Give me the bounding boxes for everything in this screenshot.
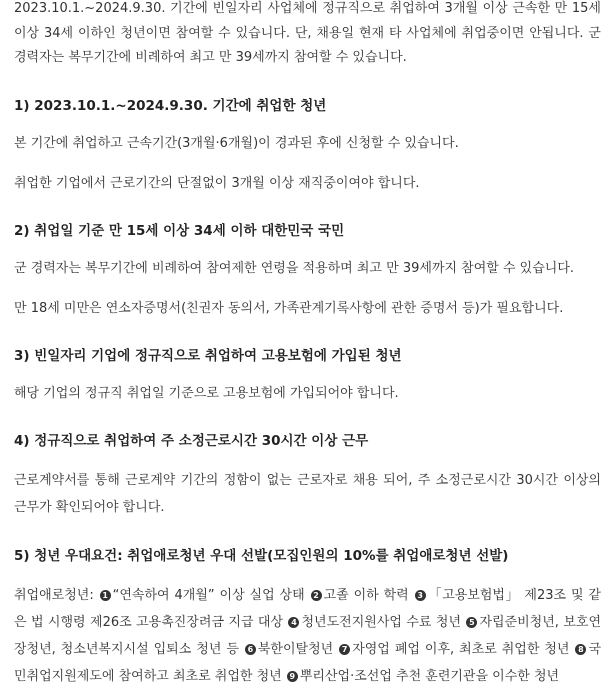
number-badge-6: 6 [245,644,256,655]
number-badge-3: 3 [415,590,426,601]
criteria-item-9: 뿌리산업·조선업 추천 훈련기관을 이수한 청년 [299,668,560,684]
number-badge-7: 7 [339,644,350,655]
intro-paragraph: 2023.10.1.~2024.9.30. 기간에 빈일자리 사업체에 정규직으로 취업하여 3개월 이상 근속한 만 15세 이상 34세 이하인 청년이면 참여할 수 있습니다. 단, 채용일 현재 타 사업체에 취업중이면 안됩니다. 군 경력자는 복무기간에 비례하여 최고 만 39세까지 참여할 수 있습니다. [14,1,601,65]
criteria-item-3: 「고용보험법」 제23조 및 같은 법 시행령 제26조 고용촉진장려금 지급 대상 [14,587,601,630]
criteria-item-4: 청년도전지원사업 수료 청년 [301,614,462,630]
section-2-paragraph-2: 만 18세 미만은 연소자증명서(친권자 동의서, 가족관계기록사항에 관한 증명서 등)가 필요합니다. [14,300,564,316]
criteria-item-7: 자영업 폐업 이후, 최초로 취업한 청년 [352,641,570,657]
criteria-item-1: “연속하여 4개월” 이상 실업 상태 [112,587,305,603]
section-1-paragraph-2: 취업한 기업에서 근로기간의 단절없이 3개월 이상 재직중이여야 합니다. [14,175,420,191]
criteria-lead: 취업애로청년: [14,587,94,603]
criteria-item-2: 고졸 이하 학력 [323,587,409,603]
section-3-paragraph-1: 해당 기업의 정규직 취업일 기준으로 고용보험에 가입되어야 합니다. [14,385,399,401]
section-2-heading: 2) 취업일 기준 만 15세 이상 34세 이하 대한민국 국민 [14,222,345,239]
number-badge-2: 2 [311,590,322,601]
criteria-item-5: 자립준비청년, 보호연장청년, 청소년복지시설 입퇴소 청년 등 [14,614,602,657]
section-5-heading: 5) 청년 우대요건: 취업애로청년 우대 선발(모집인원의 10%를 취업애로청년 선발) [14,547,509,564]
number-badge-8: 8 [575,644,586,655]
section-1-heading: 1) 2023.10.1.~2024.9.30. 기간에 취업한 청년 [14,97,327,114]
section-1-paragraph-1: 본 기간에 취업하고 근속기간(3개월·6개월)이 경과된 후에 신청할 수 있습니다. [14,135,459,151]
section-4-paragraph-1: 근로계약서를 통해 근로계약 기간의 정함이 없는 근로자로 채용 되어, 주 소정근로시간 30시간 이상의 근무가 확인되어야 합니다. [14,472,601,515]
section-4-heading: 4) 정규직으로 취업하여 주 소정근로시간 30시간 이상 근무 [14,432,369,449]
number-badge-1: 1 [100,590,111,601]
criteria-item-6: 북한이탈청년 [257,641,334,657]
criteria-paragraph [14,582,601,690]
criteria-item-8: 국민취업지원제도에 참여하고 최초로 취업한 청년 [14,641,602,684]
number-badge-5: 5 [466,617,477,628]
section-2-paragraph-1: 군 경력자는 복무기간에 비례하여 참여제한 연령을 적용하며 최고 만 39세까지 참여할 수 있습니다. [14,260,575,276]
number-badge-4: 4 [288,617,299,628]
section-3-heading: 3) 빈일자리 기업에 정규직으로 취업하여 고용보험에 가입된 청년 [14,347,402,364]
number-badge-9: 9 [287,671,298,682]
